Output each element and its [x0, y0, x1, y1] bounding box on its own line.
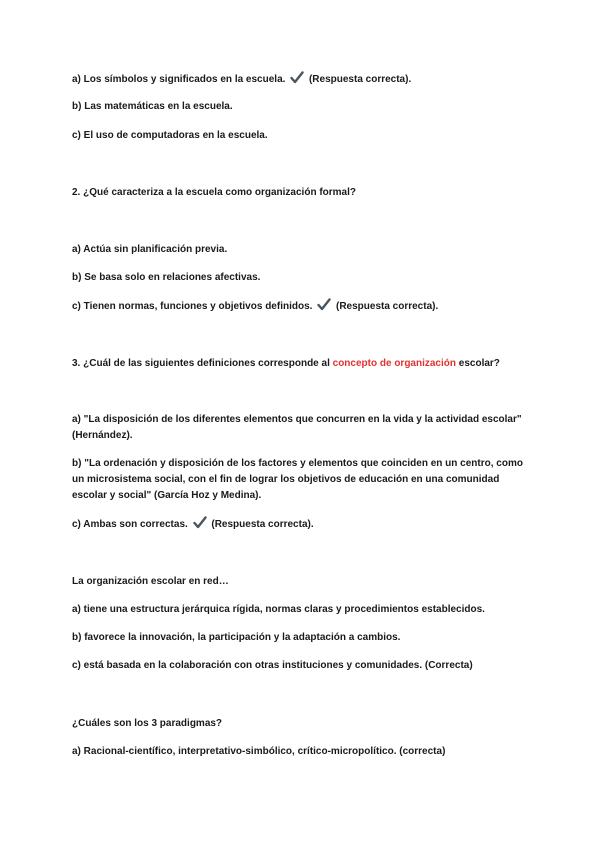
q1-option-a: a) Los símbolos y significados en la escuela. (Respuesta correcta). — [72, 71, 532, 88]
q3-question: 3. ¿Cuál de las siguientes definiciones corresponde al concepto de organización escolar? — [72, 358, 500, 369]
q3-option-b: b) "La ordenación y disposición de los factores y elementos que coinciden en un centro, como un microsistema social, con el fin de lograr los objetivos de educación en una comunidad escolar y social" (García Hoz y Medina). — [72, 458, 523, 501]
q4-option-b: b) favorece la innovación, la participación y la adaptación a cambios. — [72, 632, 401, 643]
checkmark-icon — [290, 71, 304, 84]
checkmark-icon — [193, 516, 207, 529]
q5-question: ¿Cuáles son los 3 paradigmas? — [72, 718, 223, 729]
q1-option-b: b) Las matemáticas en la escuela. — [72, 101, 233, 112]
q1-option-c: c) El uso de computadoras en la escuela. — [72, 130, 268, 141]
q5-option-a: a) Racional-científico, interpretativo-simbólico, crítico-micropolítico. (correcta) — [72, 746, 446, 757]
q2-option-c: c) Tienen normas, funciones y objetivos definidos. (Respuesta correcta). — [72, 298, 532, 315]
highlighted-term: concepto de organización — [332, 358, 456, 369]
q3-option-a: a) "La disposición de los diferentes elementos que concurren en la vida y la actividad escolar" (Hernández). — [72, 414, 522, 441]
q2-option-a: a) Actúa sin planificación previa. — [72, 244, 228, 255]
q3-option-c: c) Ambas son correctas. (Respuesta correcta). — [72, 516, 532, 533]
q4-option-a: a) tiene una estructura jerárquica rígida, normas claras y procedimientos establecidos. — [72, 604, 485, 615]
checkmark-icon — [317, 298, 331, 311]
q2-option-b: b) Se basa solo en relaciones afectivas. — [72, 272, 261, 283]
q2-question: 2. ¿Qué caracteriza a la escuela como organización formal? — [72, 187, 357, 198]
q4-question: La organización escolar en red… — [72, 576, 229, 587]
q4-option-c: c) está basada en la colaboración con otras instituciones y comunidades. (Correcta) — [72, 660, 473, 671]
